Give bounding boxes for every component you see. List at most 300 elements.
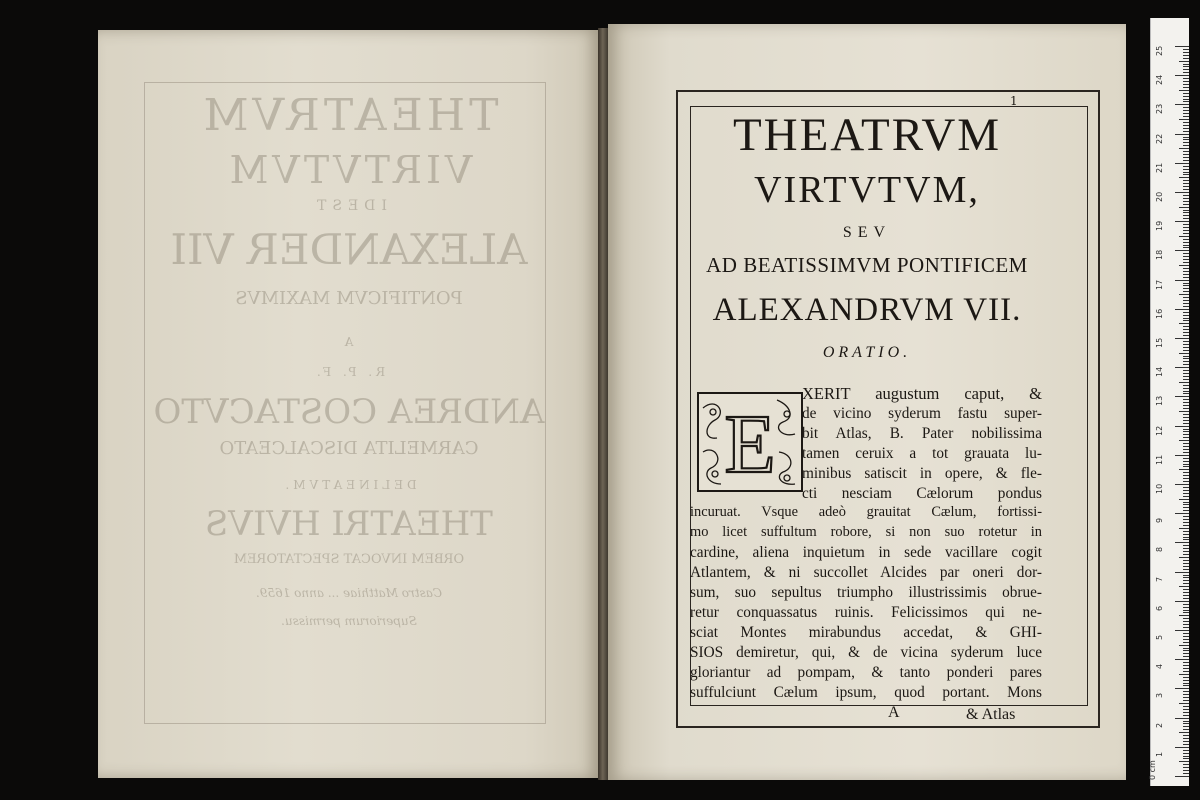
- ruler-tick: [1183, 347, 1189, 348]
- ruler-tick: [1183, 639, 1189, 640]
- ruler-tick: [1183, 750, 1189, 751]
- ruler-tick: [1183, 131, 1189, 132]
- ruler-tick: [1175, 601, 1189, 602]
- ruler-number: 21: [1155, 162, 1164, 173]
- ruler-tick: [1183, 519, 1189, 520]
- ruler-unit-label: 0 cm: [1148, 760, 1157, 780]
- ruler-tick: [1179, 732, 1189, 733]
- ruler-number: 17: [1155, 279, 1164, 290]
- ruler-tick: [1183, 758, 1189, 759]
- ruler-tick: [1183, 741, 1189, 742]
- ruler-tick: [1183, 405, 1189, 406]
- ruler-tick: [1175, 688, 1189, 689]
- ruler-tick: [1183, 166, 1189, 167]
- ruler-number: 16: [1155, 308, 1164, 319]
- ruler-tick: [1183, 636, 1189, 637]
- ruler-tick: [1183, 174, 1189, 175]
- ruler-tick: [1183, 694, 1189, 695]
- ruler-tick: [1175, 309, 1189, 310]
- ruler-tick: [1183, 478, 1189, 479]
- ruler-tick: [1175, 134, 1189, 135]
- ruler-tick: [1183, 253, 1189, 254]
- ruler-tick: [1183, 464, 1189, 465]
- ruler-tick: [1179, 265, 1189, 266]
- ruler-tick: [1183, 78, 1189, 79]
- bleed-text: R. P. F.: [312, 365, 386, 379]
- ruler-tick: [1183, 259, 1189, 260]
- bleed-text: ANDREA COSTACVTO: [153, 392, 545, 432]
- ruler-tick: [1175, 367, 1189, 368]
- ruler-tick: [1183, 773, 1189, 774]
- ruler-tick: [1183, 770, 1189, 771]
- ruler-tick: [1175, 659, 1189, 660]
- ruler-tick: [1183, 201, 1189, 202]
- bleed-text: VIRTVTVM: [225, 148, 473, 192]
- ruler-tick: [1183, 656, 1189, 657]
- ruler-tick: [1183, 379, 1189, 380]
- ruler-tick: [1183, 662, 1189, 663]
- ruler-tick: [1183, 685, 1189, 686]
- ruler-tick: [1179, 90, 1189, 91]
- ruler-tick: [1183, 671, 1189, 672]
- ruler-tick: [1175, 338, 1189, 339]
- ruler-number: 18: [1155, 250, 1164, 261]
- ruler-tick: [1183, 598, 1189, 599]
- ruler-tick: [1183, 583, 1189, 584]
- ruler-tick: [1183, 437, 1189, 438]
- ruler-tick: [1183, 195, 1189, 196]
- ruler-tick: [1183, 297, 1189, 298]
- ruler-tick: [1183, 81, 1189, 82]
- ruler-tick: [1183, 481, 1189, 482]
- title-line-2: VIRTVTVM,: [754, 169, 980, 211]
- ruler-tick: [1183, 306, 1189, 307]
- ruler-tick: [1183, 113, 1189, 114]
- ruler-tick: [1183, 729, 1189, 730]
- ruler-tick: [1179, 528, 1189, 529]
- ruler-tick: [1183, 99, 1189, 100]
- ruler-number: 13: [1155, 396, 1164, 407]
- ruler-tick: [1183, 356, 1189, 357]
- ruler-tick: [1183, 224, 1189, 225]
- ruler-tick: [1183, 612, 1189, 613]
- ruler-tick: [1175, 280, 1189, 281]
- body-line: mo licet suffultum robore, si non suo rotetur in: [690, 524, 1042, 541]
- ruler-tick: [1183, 385, 1189, 386]
- ruler-tick: [1183, 335, 1189, 336]
- ruler-number: 4: [1155, 664, 1164, 670]
- ruler-tick: [1183, 642, 1189, 643]
- ruler-tick: [1183, 215, 1189, 216]
- ruler-tick: [1183, 139, 1189, 140]
- ruler-tick: [1183, 399, 1189, 400]
- ruler-tick: [1183, 157, 1189, 158]
- ruler-tick: [1183, 431, 1189, 432]
- ruler-tick: [1183, 525, 1189, 526]
- ruler-tick: [1183, 420, 1189, 421]
- ruler-tick: [1179, 411, 1189, 412]
- ruler-number: 1: [1155, 751, 1164, 757]
- ruler-tick: [1183, 715, 1189, 716]
- ruler-tick: [1183, 312, 1189, 313]
- ruler-tick: [1183, 706, 1189, 707]
- ruler-tick: [1183, 551, 1189, 552]
- ruler-tick: [1183, 271, 1189, 272]
- ruler-tick: [1183, 210, 1189, 211]
- ruler-tick: [1183, 633, 1189, 634]
- ruler-number: 2: [1155, 722, 1164, 728]
- ruler-tick: [1183, 391, 1189, 392]
- ruler-tick: [1179, 586, 1189, 587]
- ruler-tick: [1183, 461, 1189, 462]
- ruler-tick: [1183, 393, 1189, 394]
- ruler-tick: [1183, 531, 1189, 532]
- ruler-tick: [1175, 513, 1189, 514]
- ruler-tick: [1183, 487, 1189, 488]
- ruler-number: 12: [1155, 425, 1164, 436]
- ruler-tick: [1179, 674, 1189, 675]
- ruler-tick: [1183, 364, 1189, 365]
- body-line: minibus satiscit in opere, & fle-: [802, 464, 1042, 482]
- ruler-tick: [1183, 315, 1189, 316]
- ruler-tick: [1179, 177, 1189, 178]
- body-line: sciat Montes mirabundus accedat, & GHI-: [690, 623, 1042, 641]
- ruler-tick: [1183, 125, 1189, 126]
- ruler-tick: [1183, 212, 1189, 213]
- bleed-text: DELINEATVM.: [281, 478, 417, 492]
- ruler-tick: [1183, 358, 1189, 359]
- ruler-tick: [1183, 691, 1189, 692]
- ruler-tick: [1183, 66, 1189, 67]
- ruler-tick: [1183, 648, 1189, 649]
- ruler-tick: [1179, 323, 1189, 324]
- ruler-tick: [1183, 504, 1189, 505]
- ruler-number: 20: [1155, 191, 1164, 202]
- ruler-tick: [1183, 621, 1189, 622]
- ruler-number: 9: [1155, 518, 1164, 524]
- ruler-tick: [1175, 221, 1189, 222]
- body-line: cardine, aliena inquietum in sede vacillare cogit: [690, 544, 1042, 562]
- ruler-tick: [1175, 426, 1189, 427]
- ruler-tick: [1183, 277, 1189, 278]
- ruler-tick: [1183, 548, 1189, 549]
- ruler-tick: [1183, 429, 1189, 430]
- ruler-tick: [1183, 466, 1189, 467]
- ruler-tick: [1183, 256, 1189, 257]
- ruler-tick: [1183, 326, 1189, 327]
- ruler-tick: [1175, 484, 1189, 485]
- body-line: SIOS demiretur, qui, & de vicina syderum luce: [690, 643, 1042, 661]
- ruler-tick: [1183, 472, 1189, 473]
- ruler-tick: [1183, 218, 1189, 219]
- ruler-tick: [1183, 72, 1189, 73]
- ruler-tick: [1183, 595, 1189, 596]
- ruler-tick: [1175, 572, 1189, 573]
- ruler-tick: [1183, 58, 1189, 59]
- ruler-tick: [1183, 160, 1189, 161]
- ruler-tick: [1175, 163, 1189, 164]
- ruler-tick: [1179, 148, 1189, 149]
- ruler-tick: [1183, 198, 1189, 199]
- ruler-tick: [1179, 761, 1189, 762]
- ruler-tick: [1183, 767, 1189, 768]
- ruler-tick: [1183, 87, 1189, 88]
- ruler-tick: [1183, 443, 1189, 444]
- ruler-tick: [1183, 233, 1189, 234]
- bleed-text: THEATRVM: [199, 90, 499, 141]
- ruler-tick: [1183, 137, 1189, 138]
- ruler-tick: [1179, 703, 1189, 704]
- ruler-tick: [1183, 370, 1189, 371]
- svg-text:E: E: [724, 398, 776, 491]
- ruler-tick: [1183, 55, 1189, 56]
- body-line: XERIT augustum caput, &: [802, 384, 1042, 403]
- ruler-tick: [1183, 738, 1189, 739]
- ruler-tick: [1179, 557, 1189, 558]
- ruler-number: 11: [1155, 454, 1164, 465]
- ruler-tick: [1183, 107, 1189, 108]
- ruler-tick: [1183, 300, 1189, 301]
- ruler-tick: [1183, 650, 1189, 651]
- title-line-1: THEATRVM: [732, 109, 1002, 161]
- ruler-tick: [1179, 207, 1189, 208]
- ruler-tick: [1183, 566, 1189, 567]
- title-line-4: AD BEATISSIMVM PONTIFICEM: [706, 253, 1028, 277]
- ruler-tick: [1183, 230, 1189, 231]
- body-line: sum, suo sepultus triumpho illustrissimis obrue-: [690, 584, 1042, 602]
- ruler-tick: [1179, 236, 1189, 237]
- bleed-text: PONTIFICVM MAXIMVS: [235, 288, 463, 309]
- ruler-tick: [1183, 116, 1189, 117]
- bleed-text: THEATRI HVIVS: [205, 504, 493, 544]
- bleed-text: A: [344, 335, 354, 349]
- ruler-tick: [1179, 294, 1189, 295]
- ruler-tick: [1179, 440, 1189, 441]
- ruler-tick: [1183, 610, 1189, 611]
- ruler-tick: [1183, 580, 1189, 581]
- bleed-text: Castro Matthiae ... anno 1659.: [255, 586, 443, 600]
- ruler-tick: [1183, 122, 1189, 123]
- bleed-text: ALEXANDER VII: [170, 225, 528, 274]
- ruler-tick: [1183, 376, 1189, 377]
- ruler-tick: [1183, 475, 1189, 476]
- ruler-tick: [1183, 554, 1189, 555]
- ruler-number: 3: [1155, 693, 1164, 699]
- ruler-tick: [1183, 577, 1189, 578]
- ruler-tick: [1183, 169, 1189, 170]
- ruler-tick: [1183, 291, 1189, 292]
- ruler-number: 19: [1155, 221, 1164, 232]
- folio-number: 1: [1010, 94, 1018, 108]
- ruler-tick: [1183, 172, 1189, 173]
- ruler-number: 25: [1155, 45, 1164, 56]
- ruler-tick: [1183, 274, 1189, 275]
- ruler-tick: [1183, 744, 1189, 745]
- body-line: tamen ceruix a tot grauata lu-: [802, 444, 1042, 462]
- ruler-tick: [1183, 142, 1189, 143]
- ruler-tick: [1175, 46, 1189, 47]
- ruler-tick: [1183, 361, 1189, 362]
- ruler-tick: [1183, 493, 1189, 494]
- ruler-tick: [1179, 119, 1189, 120]
- ruler-tick: [1183, 49, 1189, 50]
- left-page: [98, 30, 600, 778]
- ruler-tick: [1183, 423, 1189, 424]
- ruler-tick: [1179, 615, 1189, 616]
- ruler-tick: [1183, 268, 1189, 269]
- ruler-tick: [1175, 776, 1189, 777]
- ruler-tick: [1183, 563, 1189, 564]
- ruler-tick: [1179, 645, 1189, 646]
- ruler-tick: [1183, 496, 1189, 497]
- ruler-tick: [1183, 545, 1189, 546]
- ruler-tick: [1183, 247, 1189, 248]
- ruler-tick: [1183, 318, 1189, 319]
- ruler-tick: [1179, 61, 1189, 62]
- ruler-tick: [1183, 320, 1189, 321]
- ruler-tick: [1175, 542, 1189, 543]
- ruler-tick: [1183, 665, 1189, 666]
- body-line: suffulciunt Cælum ipsum, quod portant. Mons: [690, 683, 1042, 701]
- ruler-tick: [1183, 101, 1189, 102]
- ruler-tick: [1183, 697, 1189, 698]
- ruler-tick: [1183, 537, 1189, 538]
- ruler-number: 7: [1155, 576, 1164, 582]
- ruler-number: 14: [1155, 367, 1164, 378]
- ruler-tick: [1183, 283, 1189, 284]
- ruler-tick: [1183, 753, 1189, 754]
- ruler-tick: [1183, 373, 1189, 374]
- bleed-text: ORBEM INVOCAT SPECTATOREM: [233, 552, 465, 567]
- ruler-tick: [1183, 204, 1189, 205]
- ruler-tick: [1183, 677, 1189, 678]
- ruler-tick: [1183, 110, 1189, 111]
- ruler-tick: [1183, 189, 1189, 190]
- ruler-number: 24: [1155, 75, 1164, 86]
- ruler-tick: [1175, 104, 1189, 105]
- ruler-tick: [1183, 285, 1189, 286]
- body-line: gloriantur ad pompam, & tanto ponderi pares: [690, 663, 1042, 681]
- ruler-tick: [1183, 145, 1189, 146]
- ruler-tick: [1179, 499, 1189, 500]
- ruler-number: 6: [1155, 605, 1164, 611]
- title-line-3: SEV: [842, 224, 892, 241]
- ruler-tick: [1183, 683, 1189, 684]
- body-line: incuruat. Vsque adeò grauitat Cælum, fortissi-: [690, 504, 1042, 521]
- ruler-tick: [1183, 569, 1189, 570]
- ruler-tick: [1183, 64, 1189, 65]
- ruler-tick: [1175, 250, 1189, 251]
- ruler-tick: [1183, 726, 1189, 727]
- ruler-tick: [1183, 575, 1189, 576]
- body-line: cti nesciam Cælorum pondus: [802, 484, 1042, 502]
- ruler-tick: [1183, 510, 1189, 511]
- ruler-tick: [1183, 183, 1189, 184]
- measuring-ruler: [1150, 18, 1189, 786]
- ruler-tick: [1183, 350, 1189, 351]
- body-line: de vicino syderum fastu super-: [802, 404, 1042, 422]
- ruler-tick: [1183, 709, 1189, 710]
- ruler-tick: [1175, 192, 1189, 193]
- ruler-tick: [1175, 718, 1189, 719]
- ruler-tick: [1183, 84, 1189, 85]
- ruler-tick: [1183, 668, 1189, 669]
- title-line-6: ORATIO.: [822, 344, 912, 361]
- ruler-tick: [1183, 388, 1189, 389]
- ruler-tick: [1183, 186, 1189, 187]
- body-line: retur conquassatus ruinis. Felicissimos qui ne-: [690, 603, 1042, 621]
- bleed-text: Superiorum permissu.: [281, 614, 417, 628]
- ruler-tick: [1183, 239, 1189, 240]
- body-line: bit Atlas, B. Pater nobilissima: [802, 424, 1042, 442]
- ruler-tick: [1175, 630, 1189, 631]
- ruler-tick: [1183, 458, 1189, 459]
- ruler-tick: [1183, 69, 1189, 70]
- ruler-tick: [1183, 624, 1189, 625]
- ruler-tick: [1183, 618, 1189, 619]
- ruler-tick: [1183, 151, 1189, 152]
- title-line-5: ALEXANDRVM VII.: [712, 292, 1022, 328]
- ruler-tick: [1179, 382, 1189, 383]
- ruler-tick: [1183, 417, 1189, 418]
- ruler-tick: [1183, 589, 1189, 590]
- ruler-tick: [1175, 396, 1189, 397]
- body-line: Atlantem, & ni succollet Alcides par oneri dor-: [690, 564, 1042, 582]
- ruler-tick: [1183, 449, 1189, 450]
- ruler-tick: [1183, 154, 1189, 155]
- ruler-tick: [1179, 469, 1189, 470]
- ruler-tick: [1183, 332, 1189, 333]
- ruler-tick: [1175, 455, 1189, 456]
- ruler-number: 22: [1155, 133, 1164, 144]
- catchword: & Atlas: [966, 706, 1016, 723]
- ruler-tick: [1183, 507, 1189, 508]
- ruler-number: 15: [1155, 337, 1164, 348]
- ruler-tick: [1183, 516, 1189, 517]
- ruler-tick: [1183, 539, 1189, 540]
- ruler-tick: [1183, 434, 1189, 435]
- ruler-tick: [1183, 653, 1189, 654]
- ruler-tick: [1183, 414, 1189, 415]
- ruler-tick: [1183, 502, 1189, 503]
- ruler-tick: [1183, 712, 1189, 713]
- body-text: [690, 384, 1042, 703]
- ruler-tick: [1183, 522, 1189, 523]
- ruler-tick: [1183, 680, 1189, 681]
- ruler-tick: [1183, 408, 1189, 409]
- ruler-tick: [1183, 128, 1189, 129]
- ruler-tick: [1183, 534, 1189, 535]
- ruler-tick: [1183, 700, 1189, 701]
- ruler-tick: [1183, 262, 1189, 263]
- ruler-tick: [1183, 341, 1189, 342]
- ruler-tick: [1179, 353, 1189, 354]
- ruler-tick: [1183, 402, 1189, 403]
- ruler-tick: [1183, 764, 1189, 765]
- ruler-tick: [1183, 592, 1189, 593]
- ruler-tick: [1183, 721, 1189, 722]
- ruler-tick: [1183, 227, 1189, 228]
- ruler-number: 5: [1155, 634, 1164, 640]
- ruler-tick: [1183, 627, 1189, 628]
- ruler-tick: [1183, 329, 1189, 330]
- ruler-tick: [1183, 242, 1189, 243]
- ruler-tick: [1183, 756, 1189, 757]
- ruler-number: 10: [1155, 483, 1164, 494]
- ruler-tick: [1183, 96, 1189, 97]
- ruler-tick: [1183, 604, 1189, 605]
- ruler-tick: [1183, 245, 1189, 246]
